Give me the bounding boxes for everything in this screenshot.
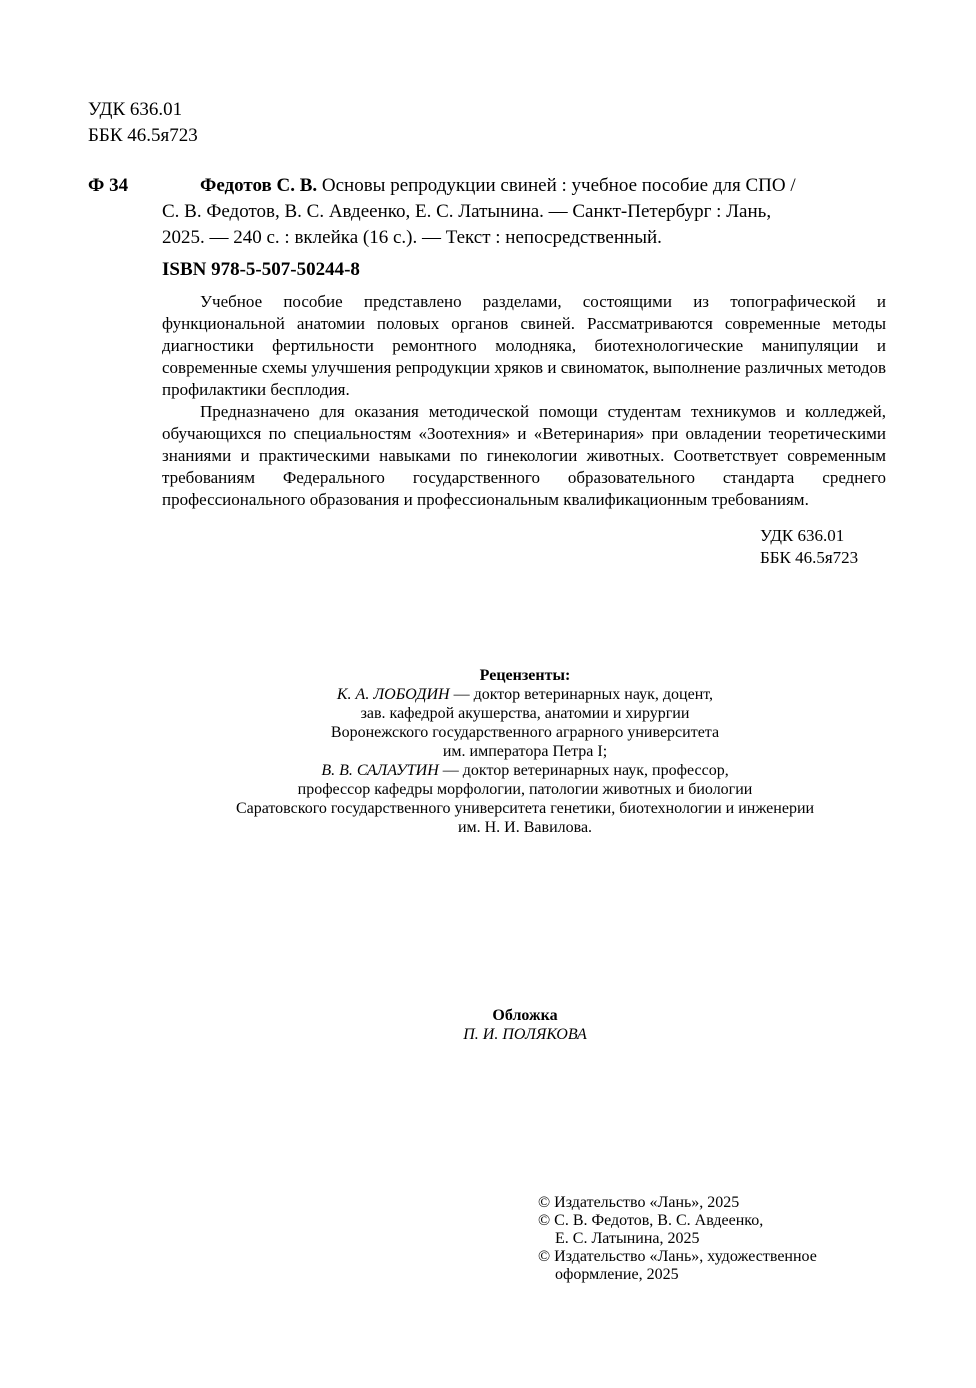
- reviewer-2-line: Саратовского государственного университета генетики, биотехнологии и инженерии: [235, 800, 815, 817]
- bbk-code-right: ББК 46.5я723: [760, 548, 859, 567]
- reviewer-2-line: им. Н. И. Вавилова.: [457, 819, 593, 836]
- annotation-paragraph-1: Учебное пособие представлено разделами, состоящими из топографической и функциональной анатомии половых органов свиней. Рассматриваются современные методы диагностики фертильности ремонтного молодняка, биотехнологические манипуляции и современные схемы улучшения репродукции хряков и свиноматок, выполнение различных методов профилактики бесплодия.: [162, 292, 886, 399]
- copyright-line: © С. В. Федотов, В. С. Авдеенко,: [538, 1212, 764, 1229]
- annotation-paragraph-2: Предназначено для оказания методической помощи студентам техникумов и колледжей, обучающихся по специальностям «Зоотехния» и «Ветеринария» при овладении теоретическими знаниями и практическими навыками по гинекологии животных. Соответствует современным требованиям Федерального государственного образовательного стандарта среднего профессионального образования и профессиональным квалификационным требованиям.: [162, 402, 886, 509]
- udk-code: УДК 636.01: [88, 99, 183, 120]
- copyright-line: оформление, 2025: [555, 1266, 679, 1283]
- reviewer-1-line: им. императора Петра I;: [442, 743, 608, 760]
- reviewer-2-title: — доктор ветеринарных наук, профессор,: [438, 762, 729, 779]
- record-title: Основы репродукции свиней : учебное пособие для СПО /: [317, 175, 796, 196]
- reviewer-2: [100, 761, 950, 780]
- reviewer-1-line: Воронежского государственного аграрного университета: [330, 724, 720, 741]
- reviewer-1-name: К. А. ЛОБОДИН: [336, 686, 450, 703]
- copyright-line: Е. С. Латынина, 2025: [555, 1230, 700, 1247]
- reviewer-2-line: профессор кафедры морфологии, патологии животных и биологии: [297, 781, 753, 798]
- reviewer-1-line: зав. кафедрой акушерства, анатомии и хирургии: [360, 705, 690, 722]
- bibliographic-record: [162, 173, 886, 251]
- classification-right: [760, 525, 858, 569]
- record-authors-line: С. В. Федотов, В. С. Авдеенко, Е. С. Латынина. — Санкт-Петербург : Лань,: [162, 201, 772, 222]
- reviewers-heading: Рецензенты:: [479, 667, 571, 684]
- cover-credit: [100, 1006, 950, 1044]
- copyright-line: © Издательство «Лань», 2025: [538, 1194, 740, 1211]
- reviewer-1: [100, 685, 950, 704]
- reviewer-2-name: В. В. САЛАУТИН: [321, 762, 439, 779]
- annotation: [162, 291, 886, 511]
- udk-code-right: УДК 636.01: [760, 526, 845, 545]
- reviewers-block: [100, 666, 950, 837]
- record-publication-line: 2025. — 240 с. : вклейка (16 с.). — Текст : непосредственный.: [162, 227, 662, 248]
- record-author: Федотов С. В.: [200, 175, 318, 196]
- cover-heading: Обложка: [492, 1007, 558, 1024]
- classification-top: [88, 97, 198, 149]
- reviewer-1-title: — доктор ветеринарных наук, доцент,: [449, 686, 714, 703]
- isbn: ISBN 978-5-507-50244-8: [162, 259, 360, 280]
- copyright-line: © Издательство «Лань», художественное: [538, 1248, 817, 1265]
- cutter-mark: Ф 34: [88, 175, 129, 196]
- copyright-block: [538, 1194, 817, 1284]
- bbk-code: ББК 46.5я723: [88, 125, 198, 146]
- cover-designer: П. И. ПОЛЯКОВА: [463, 1026, 587, 1043]
